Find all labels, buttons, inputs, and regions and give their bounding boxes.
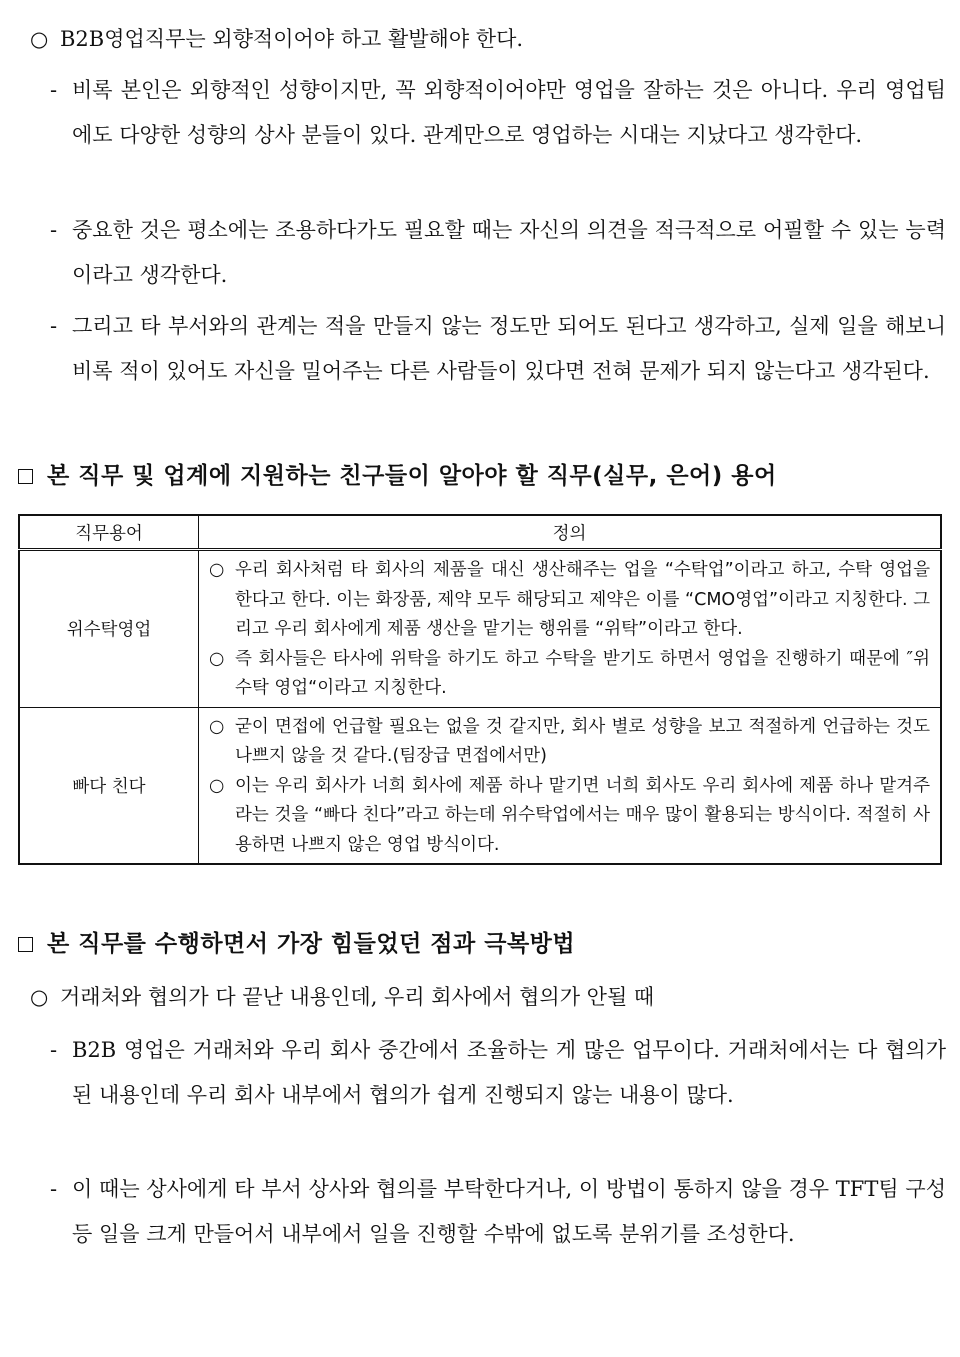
heading-difficulty-text: 본 직무를 수행하면서 가장 힘들었던 점과 극복방법 [47, 931, 576, 957]
dash-icon: - [50, 314, 58, 338]
definition-text: 굳이 면접에 언급할 필요는 없을 것 같지만, 회사 별로 성향을 보고 적절하게 언급하는 것도 나쁘지 않을 것 같다.(팀장급 면접에서만) [235, 716, 930, 766]
section1-item-text: 그리고 타 부서와의 관계는 적을 만들지 않는 정도만 되어도 된다고 생각하고, 실제 일을 해보니 비록 적이 있어도 자신을 밀어주는 다른 사람들이 있다면 전혀 문제가 되지 않는다고 생각된다. [72, 314, 946, 383]
circle-bullet-icon: ○ [209, 560, 225, 580]
circle-bullet-icon: ○ [209, 716, 225, 737]
checkbox-square-icon [18, 469, 33, 484]
section2-item-2 [50, 1167, 946, 1257]
section2-item-text: B2B 영업은 거래처와 우리 회사 중간에서 조율하는 게 많은 업무이다. 거래처에서는 다 협의가 된 내용인데 우리 회사 내부에서 협의가 쉽게 진행되지 않는 내용이 많다. [72, 1038, 946, 1107]
definition-item [209, 645, 930, 704]
section2-bullet-text: 거래처와 협의가 다 끝난 내용인데, 우리 회사에서 협의가 안될 때 [60, 985, 655, 1009]
definition-item [209, 772, 930, 861]
section2-item-text: 이 때는 상사에게 타 부서 상사와 협의를 부탁한다거나, 이 방법이 통하지 않을 경우 TFT팀 구성 등 일을 크게 만들어서 내부에서 일을 진행할 수밖에 없도록 분위기를 조성한다. [72, 1177, 946, 1246]
circle-bullet-icon: ○ [30, 27, 49, 51]
section1-item-text: 중요한 것은 평소에는 조용하다가도 필요할 때는 자신의 의견을 적극적으로 어필할 수 있는 능력이라고 생각한다. [72, 218, 946, 287]
section1-item-2 [50, 208, 946, 298]
term-cell: 위수탁영업 [19, 550, 199, 708]
table-row [19, 550, 941, 708]
checkbox-square-icon [18, 937, 33, 952]
dash-icon: - [50, 1038, 58, 1062]
table-row [19, 707, 941, 864]
section1-bullet [30, 24, 523, 54]
column-header-term: 직무용어 [19, 515, 199, 550]
definition-item [209, 556, 930, 645]
dash-icon: - [50, 78, 58, 102]
dash-icon: - [50, 1177, 58, 1201]
table-header-row [19, 515, 941, 550]
circle-bullet-icon: ○ [209, 648, 225, 669]
terms-table [18, 514, 942, 865]
dash-icon: - [50, 218, 58, 242]
section2-item-1 [50, 1028, 946, 1118]
section1-bullet-text: B2B영업직무는 외향적이어야 하고 활발해야 한다. [60, 27, 524, 51]
heading-terms-text: 본 직무 및 업계에 지원하는 친구들이 알아야 할 직무(실무, 은어) 용어 [47, 463, 777, 489]
heading-terms [18, 461, 777, 491]
definition-item [209, 713, 930, 772]
section1-item-text: 비록 본인은 외향적인 성향이지만, 꼭 외향적이어야만 영업을 잘하는 것은 아니다. 우리 영업팀에도 다양한 성향의 상사 분들이 있다. 관계만으로 영업하는 시대는 지났다고 생각한다. [72, 78, 946, 147]
circle-bullet-icon: ○ [30, 985, 49, 1009]
definition-text: 즉 회사들은 타사에 위탁을 하기도 하고 수탁을 받기도 하면서 영업을 진행하기 때문에 ″위수탁 영업“이라고 지칭한다. [235, 648, 930, 698]
section2-bullet [30, 982, 654, 1012]
definition-text: 우리 회사처럼 타 회사의 제품을 대신 생산해주는 업을 “수탁업”이라고 하고, 수탁 영업을 한다고 한다. 이는 화장품, 제약 모두 해당되고 제약은 이를 “CMO영업”이라고 지칭한다. 그리고 우리 회사에게 제품 생산을 맡기는 행위를 “위탁”이라고 한다. [235, 560, 930, 639]
definition-cell [199, 707, 942, 864]
circle-bullet-icon: ○ [209, 775, 225, 796]
section1-item-1 [50, 68, 946, 158]
definition-text: 이는 우리 회사가 너희 회사에 제품 하나 맡기면 너희 회사도 우리 회사에 제품 하나 맡겨주라는 것을 “빠다 친다”라고 하는데 위수탁업에서는 매우 많이 활용되는 방식이다. 적절히 사용하면 나쁘지 않은 영업 방식이다. [235, 775, 930, 855]
term-cell: 빠다 친다 [19, 707, 199, 864]
heading-difficulty [18, 929, 575, 959]
column-header-definition: 정의 [199, 515, 942, 550]
definition-cell [199, 550, 942, 708]
section1-item-3 [50, 304, 946, 394]
